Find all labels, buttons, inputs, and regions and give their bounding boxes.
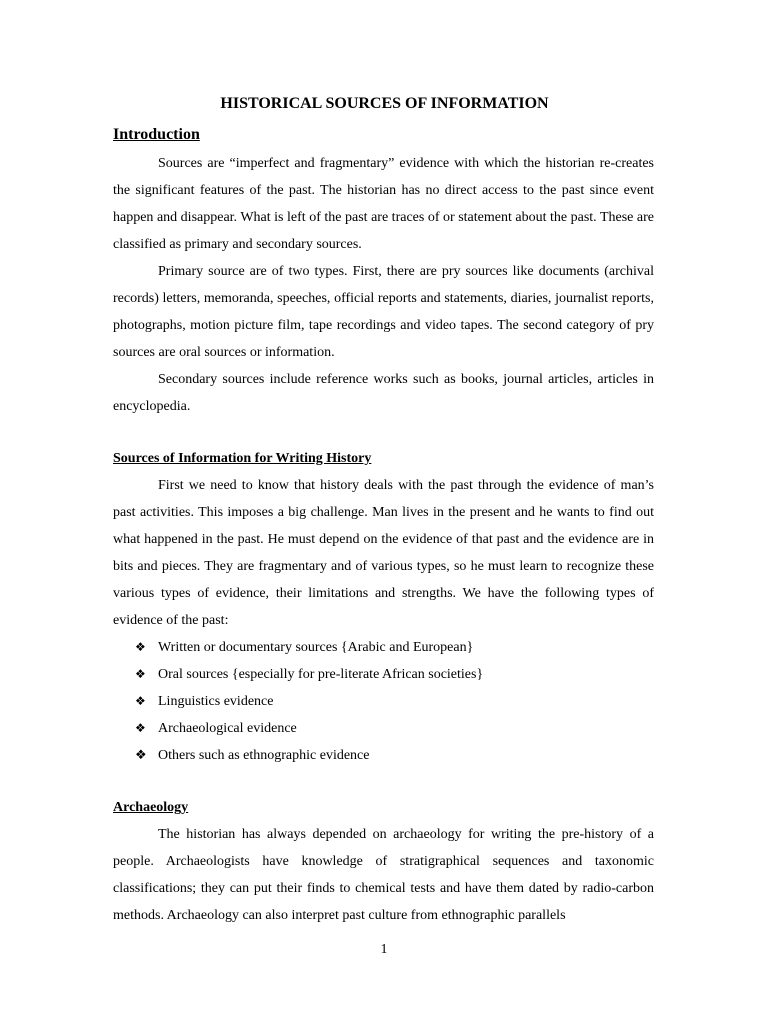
diamond-bullet-icon: ❖ [135, 667, 146, 681]
section-spacer [113, 420, 654, 445]
introduction-heading: Introduction [113, 126, 200, 143]
list-item [135, 715, 654, 742]
archaeology-paragraph: The historian has always depended on archaeology for writing the pre-history of a people. Archaeologists have knowledge of stratigraphical sequences and taxonomic classifications; they can put their finds to chemical tests and have them dated by radio-carbon methods. Archaeology can also interpret past culture from ethnographic parallels [113, 827, 654, 923]
diamond-bullet-icon: ❖ [135, 748, 147, 763]
diamond-bullet-icon: ❖ [135, 640, 146, 654]
sources-paragraph: First we need to know that history deals with the past through the evidence of man’s past activities. This imposes a big challenge. Man lives in the present and he wants to find out what happened in the past. He must depend on the evidence of that past and the evidence are in bits and pieces. They are fragmentary and of various types, so he must learn to recognize these various types of evidence, their limitations and strengths. We have the following types of evidence of the past: [113, 478, 654, 628]
list-item [135, 661, 654, 688]
list-item-text: Oral sources {especially for pre-literate African societies} [158, 667, 484, 682]
section-spacer [113, 769, 654, 794]
introduction-paragraph-3: Secondary sources include reference works such as books, journal articles, articles in encyclopedia. [113, 372, 654, 414]
list-item [135, 634, 654, 661]
list-item-text: Archaeological evidence [158, 721, 297, 736]
document-title: HISTORICAL SOURCES OF INFORMATION [220, 95, 549, 112]
list-item-text: Linguistics evidence [158, 694, 274, 709]
list-item [135, 742, 654, 769]
page-number: 1 [380, 942, 388, 957]
list-item-text: Written or documentary sources {Arabic and European} [158, 640, 474, 655]
document-page [113, 93, 654, 929]
evidence-types-list [113, 634, 654, 769]
archaeology-heading: Archaeology [113, 800, 189, 815]
introduction-paragraph-1: Sources are “imperfect and fragmentary” evidence with which the historian re-creates the significant features of the past. The historian has no direct access to the past since event happen and disappear. What is left of the past are traces of or statement about the past. These are classified as primary and secondary sources. [113, 156, 654, 252]
diamond-bullet-icon: ❖ [135, 721, 146, 735]
sources-heading: Sources of Information for Writing History [113, 451, 372, 466]
diamond-bullet-icon: ❖ [135, 694, 146, 708]
introduction-paragraph-2: Primary source are of two types. First, there are pry sources like documents (archival records) letters, memoranda, speeches, official reports and statements, diaries, journalist reports, photographs, motion picture film, tape recordings and video tapes. The second category of pry sources are oral sources or information. [113, 264, 654, 360]
list-item [135, 688, 654, 715]
list-item-text: Others such as ethnographic evidence [158, 748, 370, 763]
